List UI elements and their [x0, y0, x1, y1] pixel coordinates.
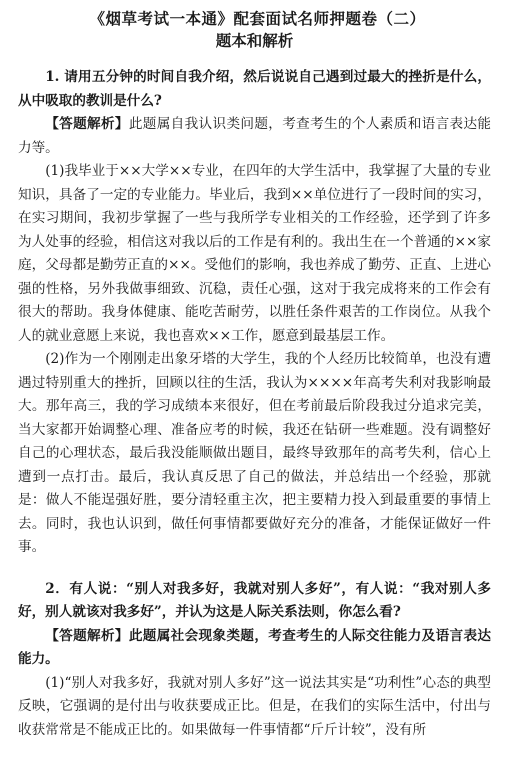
answer-paragraph: (2)作为一个刚刚走出象牙塔的大学生，我的个人经历比较简单，也没有遭遇过特别重大的挫折，回顾以往的生活，我认为××××年高考失利对我影响最大。那年高三，我的学习成绩本来很好，但在考前最后阶段我过分追求完美，当大家都开始调整心理、准备应考的时候，我还在钻研一些难题。没有调整好自己的心理状态，最后我没能顺做出题目，最终导致那年的高考失利，信心上遭到一点打击。最后，我认真反思了自己的做法，并总结出一个经验，那就是：做人不能逞强好胜，要分清轻重主次，把主要精力投入到最重要的事情上去。同时，我也认识到，做任何事情都要做好充分的准备，才能保证做好一件事。 — [18, 351, 491, 555]
document-subtitle: 题本和解析 — [215, 31, 294, 50]
analysis-text: 此题属社会现象类题，考查考生的人际交往能力及语言表达能力。 — [18, 627, 491, 667]
question-text: 1. 请用五分钟的时间自我介绍，然后说说自己遇到过最大的挫折是什么，从中吸取的教训是什么? — [18, 69, 491, 109]
answer-analysis — [18, 113, 491, 160]
question-block-2 — [18, 578, 491, 743]
document-title: 《烟草考试一本通》配套面试名师押题卷（二） — [89, 9, 426, 28]
analysis-label: 【答题解析】 — [45, 116, 129, 132]
answer-paragraph: (1)我毕业于××大学××专业，在四年的大学生活中，我掌握了大量的专业知识，具备了一定的专业能力。毕业后，我到××单位进行了一段时间的实习，在实习期间，我初步掌握了一些与我所学专业相关的工作经验，还学到了许多为人处事的经验，相信这对我以后的工作是有利的。我出生在一个普通的××家庭，父母都是勤劳正直的××。受他们的影响，我也养成了勤劳、正直、上进心强的性格，另外我做事细致、沉稳，责任心强，这对于我完成将来的工作会有很大的帮助。我身体健康、能吃苦耐劳，以胜任条件艰苦的工作岗位。从我个人的就业意愿上来说，我也喜欢××工作，愿意到最基层工作。 — [18, 163, 491, 344]
question-text: 2．有人说：“别人对我多好，我就对别人多好”，有人说：“我对别人多好，别人就该对我多好”，并认为这是人际关系法则，你怎么看? — [18, 580, 491, 620]
analysis-label: 【答题解析】 — [45, 627, 129, 644]
analysis-text: 此题属自我认识类问题，考查考生的个人素质和语言表达能力等。 — [18, 116, 491, 156]
section-gap — [18, 560, 491, 578]
answer-analysis — [18, 625, 491, 672]
question-block-1 — [18, 66, 491, 560]
answer-paragraph: (1)“别人对我多好，我就对别人多好”这一说法其实是“功利性”心态的典型反映，它强调的是付出与收获要成正比。但是，在我们的实际生活中，付出与收获常常是不能成正比的。如果做每一件事情都“斤斤计较”，没有所 — [18, 674, 491, 738]
